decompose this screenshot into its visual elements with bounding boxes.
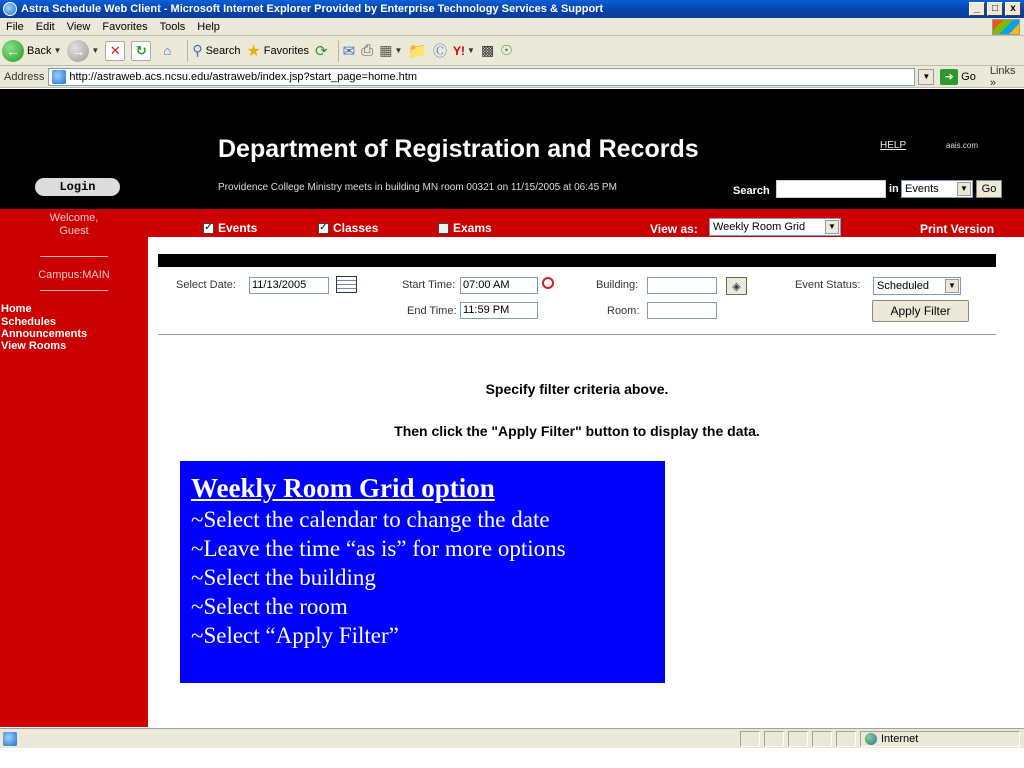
close-button[interactable]: x [1005, 2, 1021, 16]
event-status-label: Event Status: [795, 279, 861, 291]
exams-label: Exams [453, 221, 492, 235]
browser-toolbar [0, 36, 1024, 66]
instruction-text-2: Then click the "Apply Filter" button to display the data. [394, 423, 760, 439]
campus-label: Campus:MAIN [38, 269, 110, 281]
room-input[interactable] [647, 302, 717, 319]
chevron-down-icon[interactable]: ▼ [945, 279, 959, 293]
window-titlebar [0, 0, 1024, 18]
callout-line: ~Select the calendar to change the date [191, 507, 550, 532]
end-time-label: End Time: [407, 305, 457, 317]
callout-title: Weekly Room Grid option [191, 473, 495, 503]
checkbox-checked-icon: ✓ [204, 222, 213, 233]
events-label: Events [218, 221, 258, 235]
search-input[interactable] [776, 180, 886, 198]
stop-icon[interactable]: ✕ [105, 41, 125, 61]
favorites-star-icon: ★ [246, 42, 261, 60]
event-status-value: Scheduled [877, 280, 929, 292]
chevron-down-icon[interactable]: ▼ [957, 182, 971, 196]
address-input[interactable] [48, 68, 915, 86]
toolbar-separator [187, 40, 188, 62]
events-checkbox[interactable] [203, 221, 257, 235]
search-in-label: in [889, 183, 899, 195]
refresh-icon[interactable]: ↻ [131, 41, 151, 61]
apply-filter-button[interactable]: Apply Filter [872, 300, 969, 322]
criteria-header-bar [158, 254, 996, 267]
search-icon: ⚲ [192, 42, 203, 58]
view-as-select[interactable] [709, 218, 841, 236]
status-bar [0, 728, 1024, 748]
menu-favorites[interactable]: Favorites [102, 20, 148, 33]
sidebar-item-announcements[interactable]: Announcements [1, 328, 88, 340]
view-as-label: View as: [650, 222, 698, 236]
status-pane [764, 731, 784, 747]
select-date-input[interactable]: 11/13/2005 [249, 277, 329, 294]
window-title: Astra Schedule Web Client - Microsoft Internet Explorer Provided by Enterprise Technology Services & Support [21, 3, 604, 15]
welcome-user: Guest [59, 225, 89, 237]
security-zone [860, 731, 1020, 747]
forward-button[interactable] [67, 40, 99, 62]
back-button[interactable] [2, 40, 61, 62]
favorites-button[interactable] [246, 41, 309, 61]
go-arrow-icon: ➜ [940, 69, 958, 85]
maximize-button[interactable]: □ [987, 2, 1003, 16]
menu-file[interactable]: File [6, 20, 24, 33]
menu-help[interactable]: Help [197, 20, 220, 33]
checkbox-unchecked-icon [438, 223, 449, 234]
toolbar-separator [338, 40, 339, 62]
research-icon[interactable]: ▩ [480, 42, 495, 58]
folder-icon[interactable]: 📁 [408, 42, 428, 60]
edit-icon[interactable]: ▦ ▼ [379, 42, 403, 58]
end-time-input[interactable]: 11:59 PM [460, 302, 538, 319]
back-dropdown-icon[interactable]: ▼ [53, 46, 62, 55]
security-zone-label: Internet [881, 733, 919, 745]
status-pane [812, 731, 832, 747]
callout-line: ~Select “Apply Filter” [191, 623, 399, 648]
clock-icon[interactable] [542, 277, 554, 289]
building-input[interactable] [647, 277, 717, 294]
favorites-label: Favorites [263, 44, 310, 57]
address-dropdown-icon[interactable]: ▼ [918, 69, 934, 85]
brand-logo: aais.com [946, 141, 979, 150]
go-label: Go [961, 70, 976, 83]
menu-tools[interactable]: Tools [159, 20, 186, 33]
internet-globe-icon [865, 733, 877, 745]
divider [158, 334, 996, 335]
go-button[interactable] [940, 69, 976, 85]
start-time-input[interactable]: 07:00 AM [460, 277, 538, 294]
callout-line: ~Select the room [191, 594, 348, 619]
print-icon[interactable]: ⎙ [361, 42, 374, 59]
forward-dropdown-icon[interactable]: ▼ [91, 46, 100, 55]
status-pane [788, 731, 808, 747]
start-time-label: Start Time: [402, 279, 456, 291]
sidebar-item-home[interactable]: Home [1, 303, 32, 315]
page-title: Department of Registration and Records [218, 135, 699, 163]
instruction-text: Specify filter criteria above. [485, 381, 669, 397]
callout-line: ~Select the building [191, 565, 376, 590]
select-date-label: Select Date: [176, 279, 236, 291]
people-icon[interactable]: ☉ [500, 42, 513, 58]
search-scope-select[interactable] [901, 180, 973, 198]
filter-bar [0, 209, 1024, 237]
classes-label: Classes [333, 221, 379, 235]
welcome-text [0, 209, 148, 238]
address-label: Address [4, 70, 45, 83]
chevron-down-icon[interactable]: ▼ [825, 220, 839, 234]
back-label: Back [27, 44, 52, 57]
print-version-link[interactable]: Print Version [920, 222, 995, 236]
forward-arrow-icon: → [67, 40, 89, 62]
search-button[interactable] [192, 42, 240, 59]
login-button[interactable]: Login [35, 178, 120, 196]
callout-line: ~Leave the time “as is” for more options [191, 536, 566, 561]
mail-icon[interactable]: ✉ [342, 42, 356, 60]
page-content [0, 89, 1024, 727]
page-status-icon [3, 732, 17, 746]
menu-view[interactable]: View [66, 20, 91, 33]
status-pane [740, 731, 760, 747]
help-link[interactable]: HELP [880, 140, 907, 151]
search-go-button[interactable]: Go [976, 180, 1002, 198]
address-bar [0, 66, 1024, 88]
ie-logo-icon [3, 2, 17, 16]
windows-logo-icon [992, 19, 1020, 35]
address-url: http://astraweb.acs.ncsu.edu/astraweb/index.jsp?start_page=home.htm [69, 70, 417, 83]
search-label: Search [733, 185, 770, 197]
checkbox-checked-icon: ✓ [319, 222, 328, 233]
classes-checkbox[interactable] [318, 221, 378, 235]
building-lookup-icon[interactable]: ◈ [726, 277, 747, 295]
sidebar-item-schedules[interactable]: Schedules [1, 316, 57, 328]
announcement-ticker: Providence College Ministry meets in building MN room 00321 on 11/15/2005 at 06:45 PM [218, 182, 617, 193]
desktop-strip [0, 748, 1024, 768]
history-icon[interactable]: ⟳ [315, 42, 328, 60]
room-label: Room: [607, 305, 640, 317]
exams-checkbox[interactable] [438, 221, 492, 235]
sidebar-divider [40, 256, 108, 257]
minimize-button[interactable]: _ [969, 2, 985, 16]
welcome-label: Welcome, [49, 212, 99, 224]
building-label: Building: [596, 279, 639, 291]
back-arrow-icon: ← [2, 40, 24, 62]
search-label: Search [205, 44, 241, 57]
event-status-select[interactable] [873, 277, 961, 295]
links-button[interactable]: Links » [989, 64, 1016, 89]
menu-edit[interactable]: Edit [35, 20, 55, 33]
view-as-value: Weekly Room Grid [713, 221, 806, 233]
menu-bar [0, 18, 1024, 36]
callout-box [180, 461, 665, 683]
messenger-icon[interactable]: Ⓒ [433, 42, 448, 59]
sidebar-divider [40, 290, 108, 291]
calendar-icon[interactable] [336, 276, 357, 293]
home-icon[interactable]: ⌂ [163, 43, 172, 58]
search-scope-value: Events [905, 183, 939, 195]
page-icon [52, 70, 66, 84]
sidebar-item-view-rooms[interactable]: View Rooms [1, 340, 67, 352]
status-pane [836, 731, 856, 747]
yahoo-toolbar-icon[interactable]: Y! ▼ [453, 43, 475, 58]
